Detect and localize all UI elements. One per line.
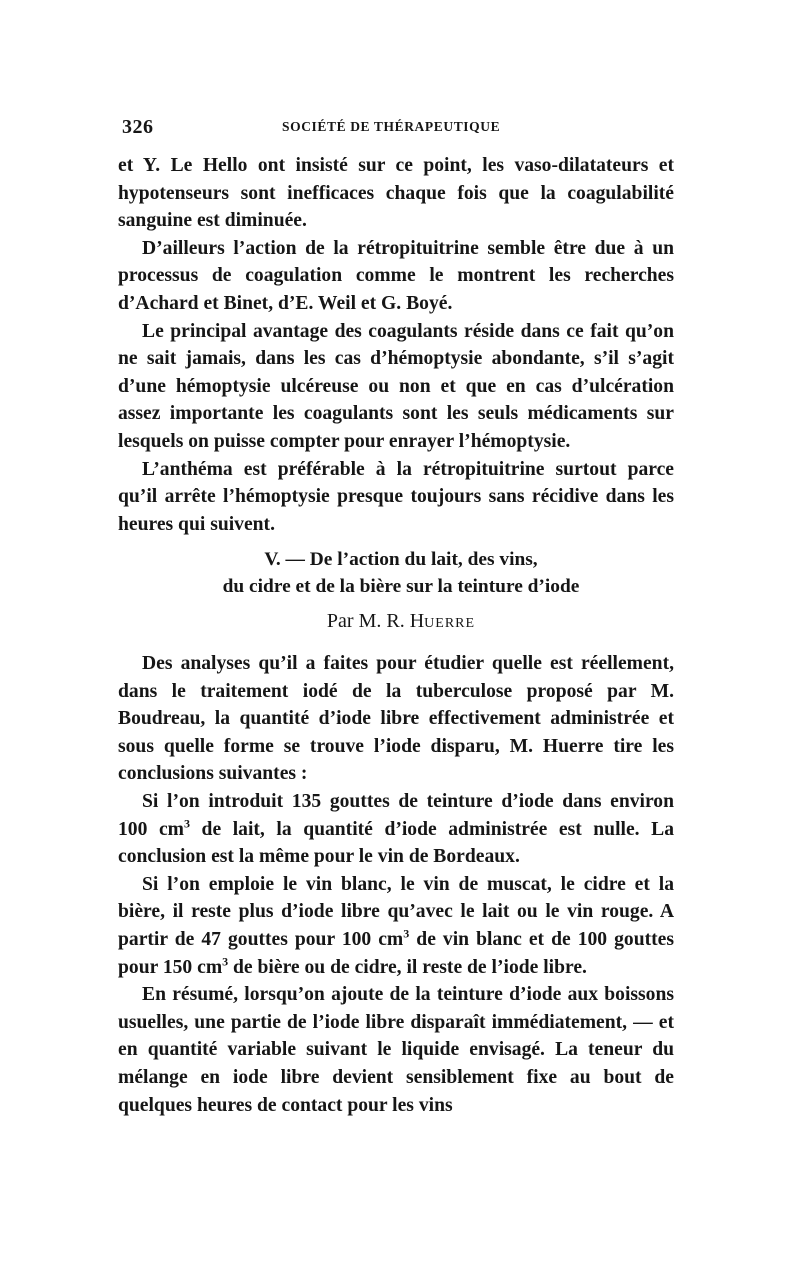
page-number: 326: [122, 116, 154, 138]
paragraph: L’anthéma est préférable à la rétropituitrine surtout parce qu’il arrête l’hémoptysie presque toujours sans récidive dans les heures qui suivent.: [118, 458, 674, 535]
section-heading-line-1: V. — De l’action du lait, des vins,: [264, 549, 538, 570]
superscript: 3: [222, 954, 229, 968]
body-text-top: [118, 152, 674, 538]
text-run: Si l’on emploie le vin blanc, le vin de muscat, le cidre et la bière, il reste plus d’iode libre qu’avec le lait ou le vin rouge. A partir de 47 gouttes pour 100 cm: [118, 873, 674, 950]
superscript: 3: [403, 926, 410, 941]
author-line: [118, 610, 684, 633]
paragraph: et Y. Le Hello ont insisté sur ce point, les vaso-dilatateurs et hypotenseurs sont inefficaces chaque fois que la coagulabilité sanguine est diminuée.: [118, 155, 674, 232]
paragraph: [118, 871, 674, 981]
section-heading-line-2: du cidre et de la bière sur la teinture d’iode: [222, 576, 580, 597]
section-heading: [118, 546, 684, 600]
running-title: SOCIÉTÉ DE THÉRAPEUTIQUE: [282, 119, 501, 134]
text-run: de vin blanc et de 100 gouttes pour 150 cm: [118, 928, 674, 978]
paragraph: [118, 788, 674, 871]
running-head: [122, 116, 682, 138]
author-name: [410, 610, 475, 632]
paragraph: En résumé, lorsqu’on ajoute de la teinture d’iode aux boissons usuelles, une partie de l’iode libre disparaît immédiatement, — et en quantité variable suivant le liquide envisagé. La teneur du mélange en iode libre devient sensiblement fixe au bout de quelques heures de contact pour les vins: [118, 984, 674, 1116]
paragraph: D’ailleurs l’action de la rétropituitrine semble être due à un processus de coagulation comme le montrent les recherches d’Achard et Binet, d’E. Weil et G. Boyé.: [118, 237, 674, 314]
author-prefix: Par M. R.: [326, 610, 405, 632]
text-run: de lait, la quantité d’iode administrée est nulle. La conclusion est la même pour le vin de Bordeaux.: [118, 818, 674, 868]
text-run: Si l’on introduit 135 gouttes de teinture d’iode dans environ 100 cm: [118, 790, 674, 840]
text-run: de bière ou de cidre, il reste de l’iode libre.: [228, 956, 587, 978]
body-text-bottom: [118, 650, 674, 1119]
author-name-text: HUERRE: [409, 610, 476, 632]
paragraph: Le principal avantage des coagulants réside dans ce fait qu’on ne sait jamais, dans les cas d’hémoptysie abondante, s’il s’agit d’une hémoptysie ulcéreuse ou non et que en cas d’ulcération assez importante les coagulants sont les seuls médicaments sur lesquels on puisse compter pour enrayer l’hémoptysie.: [118, 320, 674, 452]
paragraph: Des analyses qu’il a faites pour étudier quelle est réellement, dans le traitement iodé de la tuberculose proposé par M. Boudreau, la quantité d’iode libre effectivement administrée et sous quelle forme se trouve l’iode disparu, M. Huerre tire les conclusions suivantes :: [118, 653, 674, 785]
superscript: 3: [183, 816, 190, 831]
